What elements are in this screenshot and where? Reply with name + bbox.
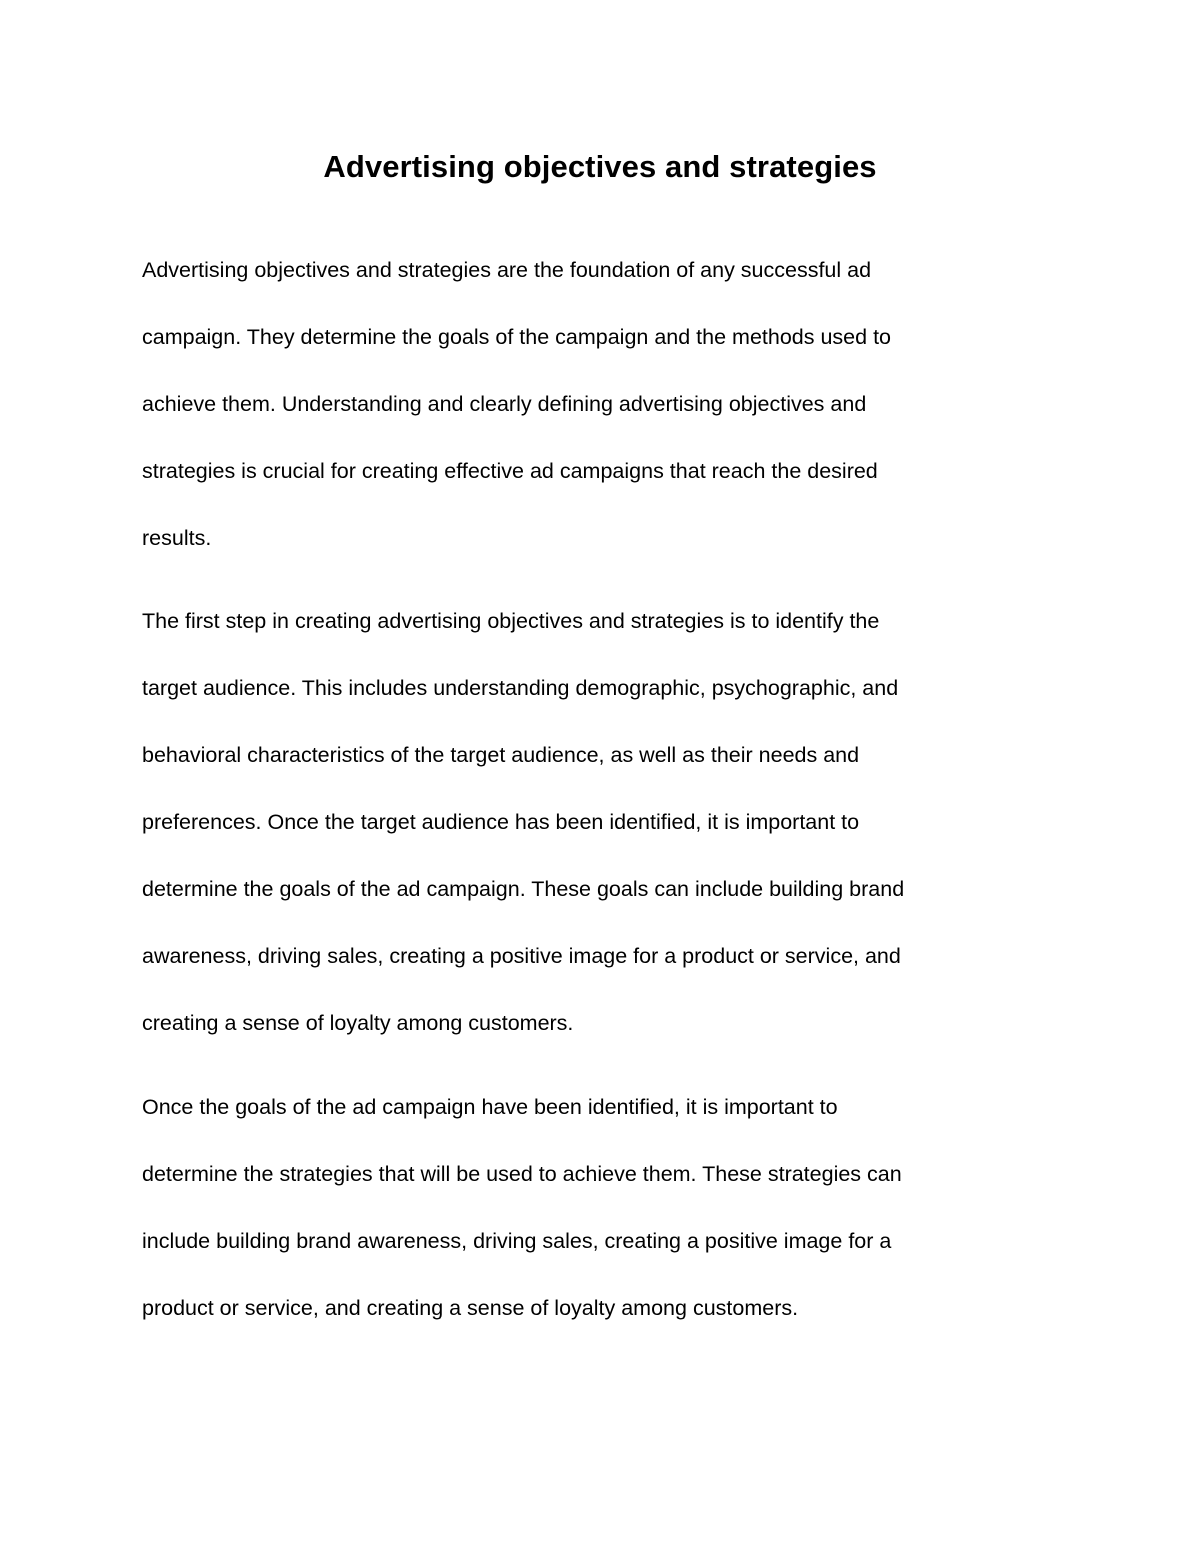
paragraph-1 <box>142 237 1042 572</box>
paragraph-line: target audience. This includes understanding demographic, psychographic, and <box>142 676 899 700</box>
paragraph-line: behavioral characteristics of the target audience, as well as their needs and <box>142 743 860 767</box>
paragraph-line: strategies is crucial for creating effective ad campaigns that reach the desired <box>142 459 878 483</box>
paragraph-line: preferences. Once the target audience has been identified, it is important to <box>142 810 860 834</box>
paragraph-line: achieve them. Understanding and clearly defining advertising objectives and <box>142 392 867 416</box>
paragraph-line: Advertising objectives and strategies are the foundation of any successful ad <box>142 258 872 282</box>
paragraph-line: creating a sense of loyalty among customers. <box>142 1011 574 1035</box>
paragraph-line: Once the goals of the ad campaign have been identified, it is important to <box>142 1095 838 1119</box>
paragraph-line: awareness, driving sales, creating a positive image for a product or service, and <box>142 944 901 968</box>
paragraph-line: determine the goals of the ad campaign. These goals can include building brand <box>142 877 905 901</box>
paragraph-line: determine the strategies that will be used to achieve them. These strategies can <box>142 1162 902 1186</box>
paragraph-3 <box>142 1074 1042 1342</box>
paragraph-line: results. <box>142 526 212 550</box>
paragraph-line: The first step in creating advertising objectives and strategies is to identify the <box>142 609 880 633</box>
paragraph-line: include building brand awareness, driving sales, creating a positive image for a <box>142 1229 892 1253</box>
paragraph-line: campaign. They determine the goals of the campaign and the methods used to <box>142 325 891 349</box>
paragraph-line: product or service, and creating a sense of loyalty among customers. <box>142 1296 799 1320</box>
document-title: Advertising objectives and strategies <box>323 149 877 184</box>
paragraph-2 <box>142 588 1042 1057</box>
